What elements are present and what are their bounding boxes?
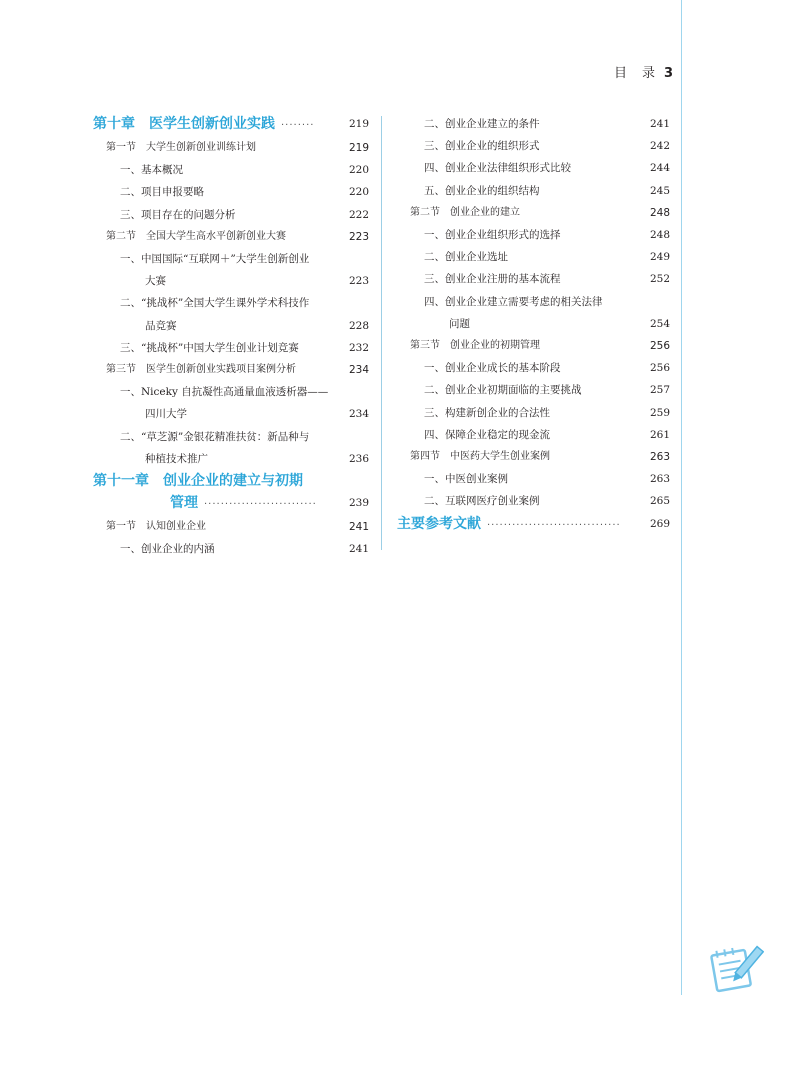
toc-item[interactable]: 二、创业企业选址 249 [397,246,670,268]
toc-item[interactable]: 一、Niceky 自抗凝性高通量血液透析器—— [120,386,329,399]
page-ref: 241 [348,521,369,534]
toc-item[interactable]: 三、创业企业注册的基本流程 252 [397,268,670,290]
page-ref: 248 [649,206,670,219]
toc-chapter-11[interactable]: 第十一章 创业企业的建立与初期 [93,473,303,490]
toc-chapter-11-continued[interactable]: 管理 ··························· 239 [93,492,369,516]
page-ref: 265 [649,495,670,508]
page-number: 3 [663,66,674,81]
page-ref: 263 [649,451,670,464]
page-ref: 252 [649,273,670,286]
column-divider [381,116,382,550]
toc-item[interactable]: 三、构建新创企业的合法性 259 [397,402,670,424]
page-ref: 261 [649,428,670,441]
toc-references[interactable]: 主要参考文献 ································ 269 [397,513,670,537]
page-ref: 254 [649,317,670,330]
toc-left-column [93,113,369,560]
page-ref: 236 [348,452,369,465]
page-ref: 220 [348,186,369,199]
toc-item[interactable]: 二、创业企业建立的条件 241 [397,113,670,135]
toc-item[interactable]: 二、“草芝源”金银花精准扶贫：新品种与 [120,430,310,443]
page-ref: 241 [649,118,670,130]
toc-section[interactable]: 第一节 认知创业企业 241 [93,516,369,538]
toc-item-continued[interactable]: 大赛 223 [93,270,369,292]
page-ref: 241 [348,543,369,556]
page-ref: 239 [348,497,369,510]
page-ref: 232 [348,341,369,354]
toc-item[interactable]: 一、中医创业案例 263 [397,468,670,490]
toc-item-continued[interactable]: 品竞赛 228 [93,315,369,337]
toc-item[interactable]: 四、创业企业法律组织形式比较 244 [397,157,670,179]
page-ref: 248 [649,229,670,242]
toc-item[interactable]: 一、创业企业成长的基本阶段 256 [397,357,670,379]
toc-chapter-10[interactable]: 第十章 医学生创新创业实践 ········ 219 [93,113,369,137]
page-ref: 223 [348,230,369,243]
toc-right-column [397,113,670,537]
page-ref: 223 [348,275,369,288]
page-ref: 256 [649,340,670,353]
toc-section[interactable]: 第二节 全国大学生高水平创新创业大赛 223 [93,226,369,248]
toc-item[interactable]: 一、基本概况 220 [93,159,369,181]
toc-item-continued[interactable]: 问题 254 [397,313,670,335]
toc-section[interactable]: 第三节 创业企业的初期管理 256 [397,335,670,357]
toc-item[interactable]: 三、“挑战杯”中国大学生创业计划竞赛 232 [93,337,369,359]
right-margin-rule [681,0,682,995]
toc-item-continued[interactable]: 种植技术推广 236 [93,448,369,470]
header-title: 目 录 [613,66,656,81]
page-ref: 245 [649,184,670,197]
toc-item[interactable]: 四、保障企业稳定的现金流 261 [397,424,670,446]
page-ref: 256 [649,362,670,375]
toc-section[interactable]: 第四节 中医药大学生创业案例 263 [397,446,670,468]
toc-item[interactable]: 二、创业企业初期面临的主要挑战 257 [397,379,670,401]
toc-item[interactable]: 一、创业企业组织形式的选择 248 [397,224,670,246]
toc-section[interactable]: 第一节 大学生创新创业训练计划 219 [93,137,369,159]
toc-item[interactable]: 一、创业企业的内涵 241 [93,538,369,560]
toc-item[interactable]: 三、项目存在的问题分析 222 [93,204,369,226]
page-ref: 269 [649,517,670,530]
toc-item[interactable]: 三、创业企业的组织形式 242 [397,135,670,157]
page-ref: 234 [348,364,369,377]
toc-item[interactable]: 二、“挑战杯”全国大学生课外学术科技作 [120,297,310,310]
toc-item[interactable]: 二、互联网医疗创业案例 265 [397,490,670,512]
page-ref: 228 [348,319,369,332]
page-ref: 219 [348,118,369,130]
page-ref: 222 [348,208,369,221]
toc-item[interactable]: 一、中国国际“互联网＋”大学生创新创业 [120,253,310,266]
page-ref: 257 [649,384,670,397]
toc-item[interactable]: 二、项目申报要略 220 [93,181,369,203]
toc-item-continued[interactable]: 四川大学 234 [93,403,369,425]
toc-section[interactable]: 第三节 医学生创新创业实践项目案例分析 234 [93,359,369,381]
running-header [614,62,674,81]
page-ref: 259 [649,406,670,419]
notepad-pencil-icon [708,940,764,994]
page-ref: 263 [649,473,670,486]
page-ref: 244 [649,162,670,175]
page-ref: 249 [649,251,670,264]
page-ref: 219 [348,142,369,154]
toc-section[interactable]: 第二节 创业企业的建立 248 [397,202,670,224]
toc-item[interactable]: 四、创业企业建立需要考虑的相关法律 [424,295,603,308]
page-ref: 242 [649,140,670,153]
toc-item[interactable]: 五、创业企业的组织结构 245 [397,180,670,202]
page-ref: 234 [348,408,369,421]
page-ref: 220 [348,164,369,177]
